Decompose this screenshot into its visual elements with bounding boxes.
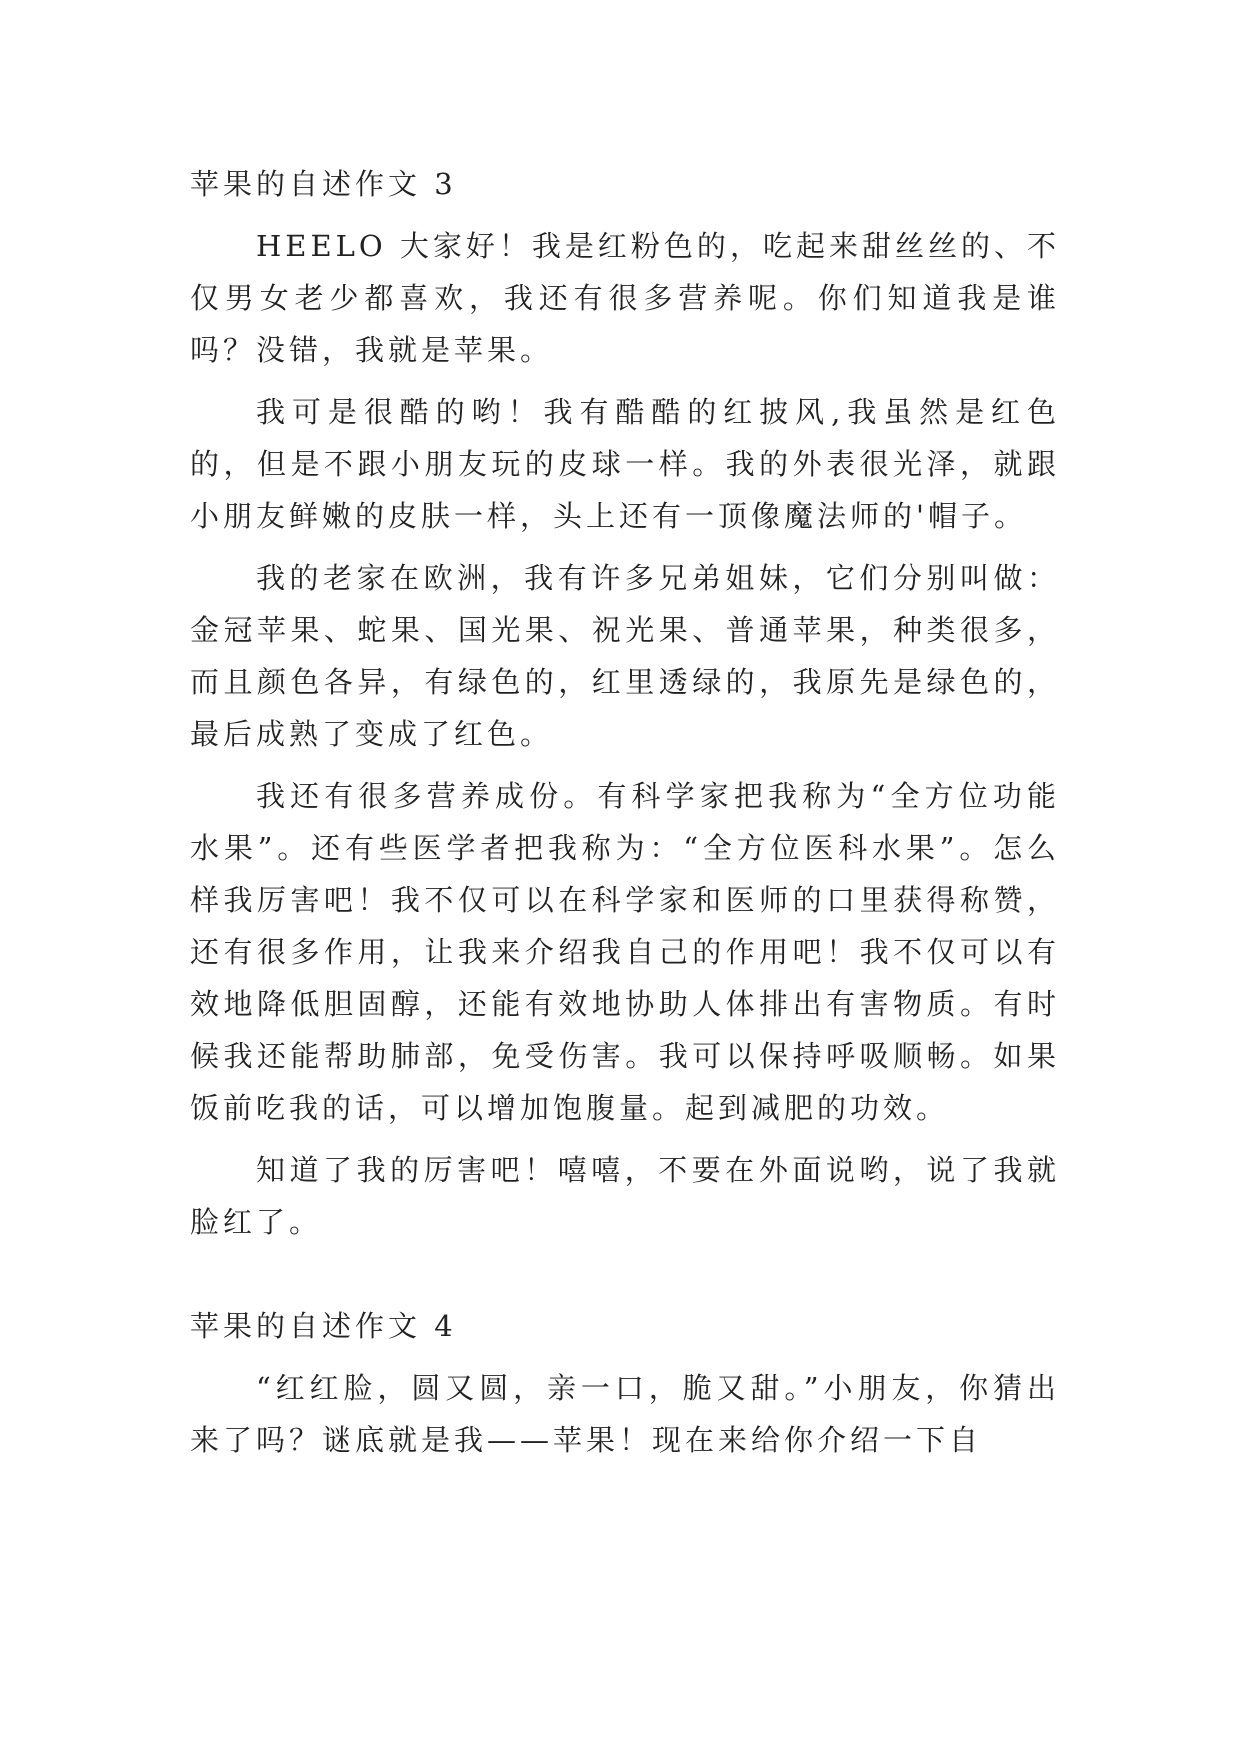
section-title: 苹果的自述作文 3: [190, 167, 457, 201]
paragraph: 我可是很酷的哟！我有酷酷的红披风,我虽然是红色的，但是不跟小朋友玩的皮球一样。我的外表很光泽，就跟小朋友鲜嫩的皮肤一样，头上还有一顶像魔法师的'帽子。: [190, 395, 1060, 533]
paragraph: HEELO 大家好！我是红粉色的，吃起来甜丝丝的、不仅男女老少都喜欢，我还有很多营养呢。你们知道我是谁吗？没错，我就是苹果。: [190, 229, 1060, 367]
paragraph: 我的老家在欧洲，我有许多兄弟姐妹，它们分别叫做：金冠苹果、蛇果、国光果、祝光果、普通苹果，种类很多，而且颜色各异，有绿色的，红里透绿的，我原先是绿色的，最后成熟了变成了红色。: [190, 561, 1060, 751]
document-body: [190, 158, 1060, 1476]
paragraph: 知道了我的厉害吧！嘻嘻，不要在外面说哟，说了我就脸红了。: [190, 1153, 1060, 1239]
essay-section-3: [190, 158, 1060, 1248]
section-title: 苹果的自述作文 4: [190, 1309, 457, 1343]
paragraph: “红红脸，圆又圆，亲一口，脆又甜。”小朋友，你猜出来了吗？谜底就是我——苹果！现在来给你介绍一下自: [190, 1371, 1060, 1457]
paragraph: 我还有很多营养成份。有科学家把我称为“全方位功能水果”。还有些医学者把我称为：“全方位医科水果”。怎么样我厉害吧！我不仅可以在科学家和医师的口里获得称赞，还有很多作用，让我来介绍我自己的作用吧！我不仅可以有效地降低胆固醇，还能有效地协助人体排出有害物质。有时候我还能帮助肺部，免受伤害。我可以保持呼吸顺畅。如果饭前吃我的话，可以增加饱腹量。起到减肥的功效。: [190, 779, 1060, 1125]
essay-section-4: [190, 1300, 1060, 1466]
